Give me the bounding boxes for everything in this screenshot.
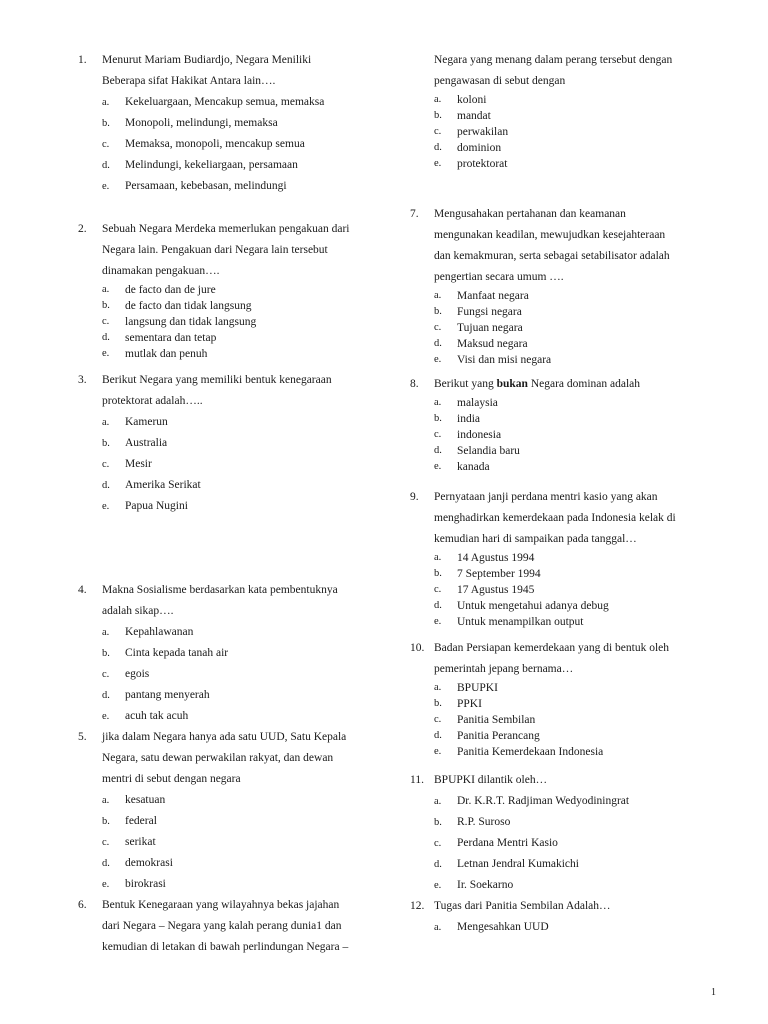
option-a: a. koloni (434, 94, 487, 106)
option-b: b. 7 September 1994 (434, 568, 541, 580)
option-c: c. Panitia Sembilan (434, 714, 536, 726)
left-column (78, 50, 378, 958)
option-a: a. BPUPKI (434, 682, 498, 694)
question-number: 4. (78, 584, 87, 596)
emphasis-word: bukan (496, 378, 528, 390)
option-d: d. dominion (434, 142, 502, 154)
option-b: b. Monopoli, melindungi, memaksa (102, 117, 278, 129)
option-d: d. Letnan Jendral Kumakichi (434, 858, 579, 870)
option-c: c. indonesia (434, 429, 502, 441)
question-9 (410, 487, 710, 630)
question-8 (410, 374, 710, 475)
option-a: a. malaysia (434, 397, 498, 409)
option-b: b. R.P. Suroso (434, 816, 511, 828)
option-a: a. Kepahlawanan (102, 626, 194, 638)
question-text: BPUPKI dilantik oleh… (434, 774, 548, 786)
question-text: jika dalam Negara hanya ada satu UUD, Satu Kepala Negara, satu dewan perwakilan rakyat, dan dewan mentri di sebut dengan negara (102, 731, 347, 785)
option-b: b. Fungsi negara (434, 306, 522, 318)
question-number: 9. (410, 491, 419, 503)
option-b: b. PPKI (434, 698, 482, 710)
option-b: b. de facto dan tidak langsung (102, 300, 252, 312)
option-e: e. mutlak dan penuh (102, 348, 208, 360)
question-10 (410, 638, 710, 760)
question-number: 12. (410, 900, 425, 912)
question-text: Sebuah Negara Merdeka memerlukan pengakuan dari Negara lain. Pengakuan dari Negara lain tersebut dinamakan pengakuan…. (102, 223, 350, 277)
question-number: 3. (78, 374, 87, 386)
option-c: c. langsung dan tidak langsung (102, 316, 257, 328)
question-12 (410, 896, 710, 938)
option-e: e. Papua Nugini (102, 500, 188, 512)
option-e: e. protektorat (434, 158, 508, 170)
question-2 (78, 219, 378, 362)
option-e: e. Visi dan misi negara (434, 354, 552, 366)
option-a: a. Mengesahkan UUD (434, 921, 549, 933)
option-b: b. federal (102, 815, 157, 827)
question-number: 8. (410, 378, 419, 390)
question-number: 2. (78, 223, 87, 235)
option-b: b. india (434, 413, 480, 425)
option-d: d. Untuk mengetahui adanya debug (434, 600, 609, 612)
question-number: 7. (410, 208, 419, 220)
option-c: c. Mesir (102, 458, 152, 470)
question-text: Menurut Mariam Budiardjo, Negara Meniliki Beberapa sifat Hakikat Antara lain…. (102, 54, 312, 87)
question-1 (78, 50, 378, 197)
option-e: e. kanada (434, 461, 490, 473)
question-text: Makna Sosialisme berdasarkan kata pembentuknya adalah sikap…. (102, 584, 338, 617)
option-e: e. acuh tak acuh (102, 710, 189, 722)
option-c: c. serikat (102, 836, 156, 848)
option-e: e. Persamaan, kebebasan, melindungi (102, 180, 287, 192)
question-6 (78, 895, 378, 958)
question-7 (410, 204, 710, 368)
option-b: b. Cinta kepada tanah air (102, 647, 229, 659)
option-d: d. Panitia Perancang (434, 730, 540, 742)
option-a: a. 14 Agustus 1994 (434, 552, 535, 564)
option-c: c. 17 Agustus 1945 (434, 584, 535, 596)
option-a: a. Dr. K.R.T. Radjiman Wedyodiningrat (434, 795, 630, 807)
option-c: c. perwakilan (434, 126, 509, 138)
question-11 (410, 770, 710, 896)
option-e: e. Panitia Kemerdekaan Indonesia (434, 746, 604, 758)
option-d: d. pantang menyerah (102, 689, 210, 701)
question-text: Mengusahakan pertahanan dan keamanan mengunakan keadilan, mewujudkan kesejahteraan dan kemakmuran, serta sebagai setabilisator adalah pengertian secara umum …. (434, 208, 670, 283)
option-c: c. egois (102, 668, 150, 680)
question-text: Badan Persiapan kemerdekaan yang di bentuk oleh pemerintah jepang bernama… (434, 642, 670, 675)
question-number: 6. (78, 899, 87, 911)
page-number: 1 (711, 987, 716, 998)
option-d: d. demokrasi (102, 857, 173, 869)
option-a: a. Kekeluargaan, Mencakup semua, memaksa (102, 96, 325, 108)
question-text: Bentuk Kenegaraan yang wilayahnya bekas jajahan dari Negara – Negara yang kalah perang dunia1 dan kemudian di letakan di bawah perlindungan Negara – (102, 899, 349, 953)
question-number: 11. (410, 774, 424, 786)
option-b: b. mandat (434, 110, 491, 122)
option-d: d. Selandia baru (434, 445, 520, 457)
option-a: a. kesatuan (102, 794, 166, 806)
question-5 (78, 727, 378, 895)
right-column (410, 50, 710, 938)
question-number: 5. (78, 731, 87, 743)
option-c: c. Memaksa, monopoli, mencakup semua (102, 138, 305, 150)
question-4 (78, 580, 378, 727)
option-e: e. Ir. Soekarno (434, 879, 514, 891)
option-b: b. Australia (102, 437, 168, 449)
question-number: 1. (78, 54, 87, 66)
option-e: e. birokrasi (102, 878, 166, 890)
question-text: Negara yang menang dalam perang tersebut dengan pengawasan di sebut dengan (434, 54, 673, 87)
option-c: c. Tujuan negara (434, 322, 523, 334)
question-3 (78, 370, 378, 517)
option-d: d. sementara dan tetap (102, 332, 217, 344)
option-a: a. de facto dan de jure (102, 284, 216, 296)
option-d: d. Maksud negara (434, 338, 528, 350)
question-text: Berikut yang bukan Negara dominan adalah (434, 378, 641, 390)
question-number: 10. (410, 642, 425, 654)
option-d: d. Melindungi, kekeliargaan, persamaan (102, 159, 298, 171)
question-text: Tugas dari Panitia Sembilan Adalah… (434, 900, 611, 912)
option-a: a. Manfaat negara (434, 290, 529, 302)
option-c: c. Perdana Mentri Kasio (434, 837, 558, 849)
option-d: d. Amerika Serikat (102, 479, 201, 491)
option-a: a. Kamerun (102, 416, 168, 428)
question-6-continuation (410, 50, 710, 172)
question-text: Pernyataan janji perdana mentri kasio yang akan menghadirkan kemerdekaan pada Indonesia kelak di kemudian hari di sampaikan pada tanggal… (434, 491, 676, 545)
question-text: Berikut Negara yang memiliki bentuk kenegaraan protektorat adalah….. (102, 374, 332, 407)
option-e: e. Untuk menampilkan output (434, 616, 584, 628)
